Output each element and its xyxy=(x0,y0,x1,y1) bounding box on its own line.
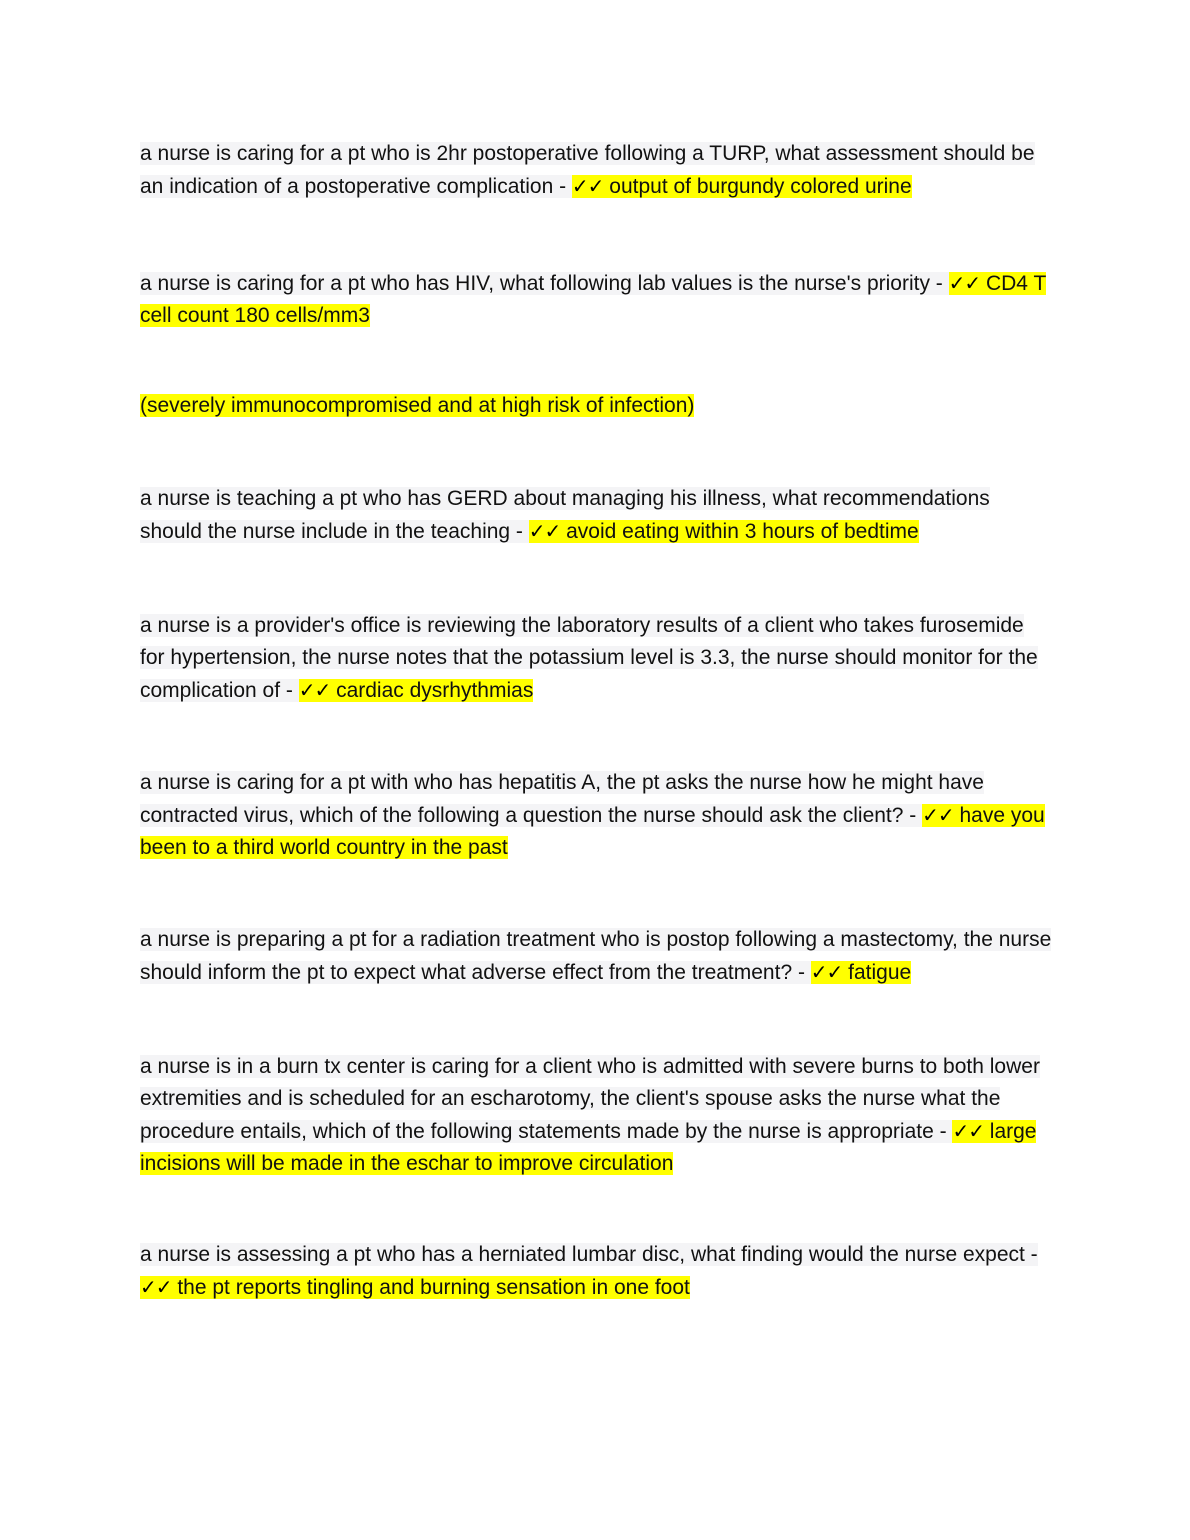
answer-highlight xyxy=(572,175,912,198)
question-text: a nurse is caring for a pt who is 2hr postoperative following a TURP, what assessment should be an indication of a postoperative complication - xyxy=(140,142,1035,198)
qa-item-8 xyxy=(140,1239,1052,1304)
answer-highlight xyxy=(529,520,919,543)
double-check-icon: ✓✓ xyxy=(922,803,954,827)
question-text: a nurse is caring for a pt with who has hepatitis A, the pt asks the nurse how he might have contracted virus, which of the following a question the nurse should ask the client? - xyxy=(140,771,984,827)
answer-highlight xyxy=(299,679,534,702)
double-check-icon: ✓✓ xyxy=(810,960,843,984)
qa-item-2 xyxy=(140,267,1052,332)
question-text: a nurse is caring for a pt who has HIV, what following lab values is the nurse's priority - xyxy=(140,272,949,295)
answer-text: avoid eating within 3 hours of bedtime xyxy=(560,520,919,543)
double-check-icon: ✓✓ xyxy=(140,1275,172,1299)
qa-item-4 xyxy=(140,610,1052,707)
answer-highlight xyxy=(811,961,911,984)
answer-text: fatigue xyxy=(842,961,912,984)
answer-text: have you been to a third world country in the past xyxy=(140,804,1045,859)
question-text: a nurse is a provider's office is reviewing the laboratory results of a client who takes furosemide for hypertension, the nurse notes that the potassium level is 3.3, the nurse should monitor for the complication of - xyxy=(140,614,1038,702)
answer-text: large incisions will be made in the eschar to improve circulation xyxy=(140,1120,1037,1175)
answer-text: the pt reports tingling and burning sensation in one foot xyxy=(171,1276,690,1299)
qa-item-1 xyxy=(140,138,1052,203)
answer-highlight xyxy=(140,1276,690,1299)
double-check-icon: ✓✓ xyxy=(298,678,331,702)
qa-item-6 xyxy=(140,924,1052,989)
question-text: a nurse is in a burn tx center is caring for a client who is admitted with severe burns to both lower extremities and is scheduled for an escharotomy, the client's spouse asks the nurse what the procedure entails, which of the following statements made by the nurse is appropriate - xyxy=(140,1055,1040,1143)
question-text: a nurse is assessing a pt who has a herniated lumbar disc, what finding would the nurse expect - xyxy=(140,1243,1038,1266)
answer-text: CD4 T cell count 180 cells/mm3 xyxy=(140,272,1046,327)
double-check-icon: ✓✓ xyxy=(528,519,561,543)
question-text: a nurse is preparing a pt for a radiation treatment who is postop following a mastectomy, the nurse should inform the pt to expect what adverse effect from the treatment? - xyxy=(140,928,1052,984)
qa-item-5 xyxy=(140,767,1052,864)
qa-item-3 xyxy=(140,483,1052,548)
note-text: (severely immunocompromised and at high risk of infection) xyxy=(140,394,695,417)
double-check-icon: ✓✓ xyxy=(952,1119,984,1143)
double-check-icon: ✓✓ xyxy=(948,271,981,295)
question-text: a nurse is teaching a pt who has GERD about managing his illness, what recommendations should the nurse include in the teaching - xyxy=(140,487,990,543)
qa-item-7 xyxy=(140,1051,1052,1180)
answer-text: cardiac dysrhythmias xyxy=(330,679,534,702)
answer-text: output of burgundy colored urine xyxy=(603,175,912,198)
double-check-icon: ✓✓ xyxy=(571,174,604,198)
answer-note xyxy=(140,390,1052,422)
